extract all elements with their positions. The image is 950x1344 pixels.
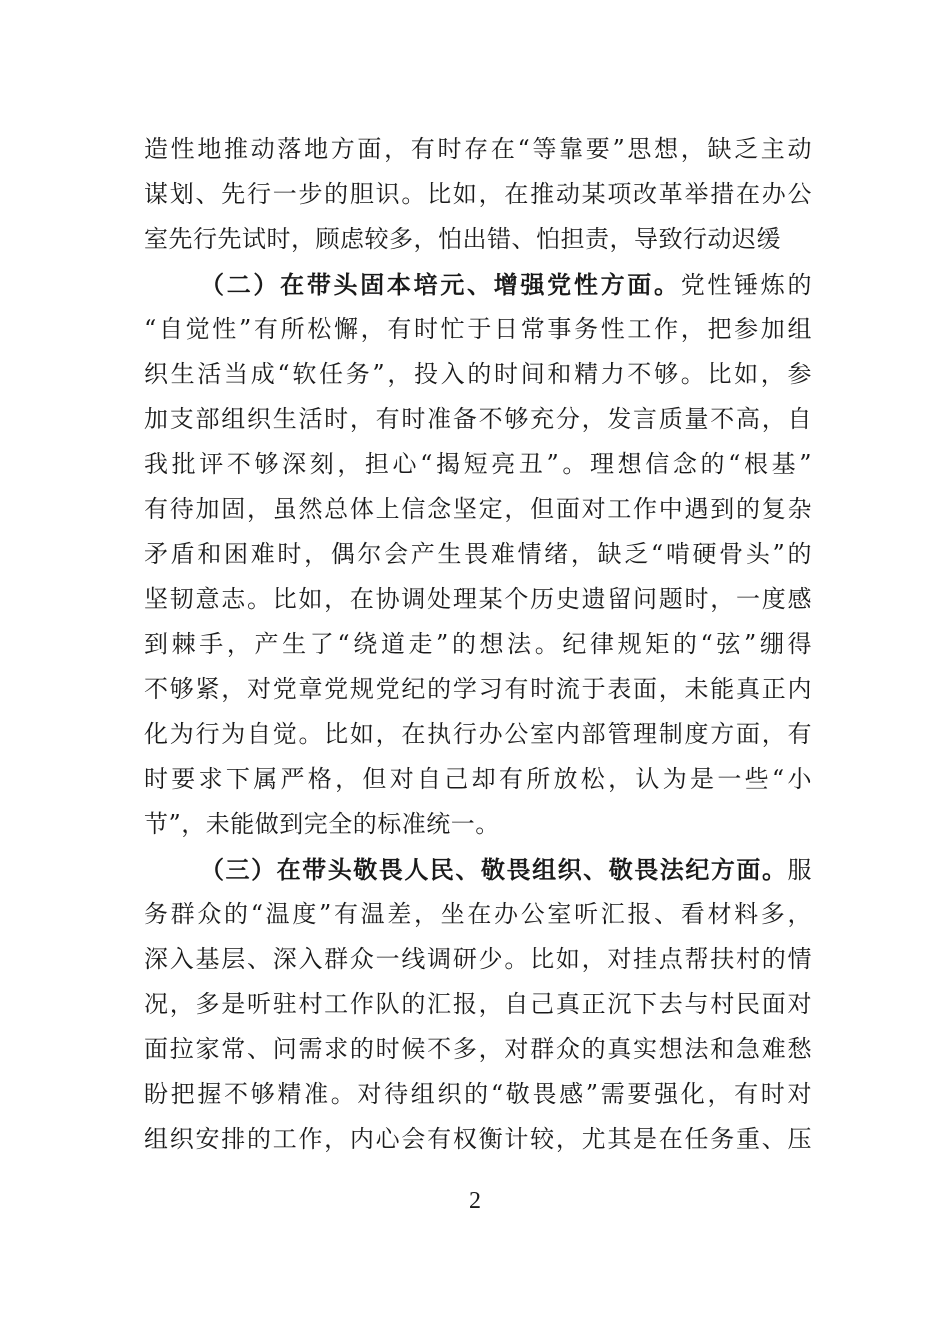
paragraph-section-two (144, 262, 812, 847)
text-line (144, 262, 812, 307)
text-line: “自觉性”有所松懈，有时忙于日常事务性工作，把参加组 (144, 315, 812, 343)
text-line: 加支部组织生活时，有时准备不够充分，发言质量不高，自 (144, 405, 812, 433)
text-line (144, 847, 812, 892)
paragraph-section-three (144, 847, 812, 1162)
text-line: 务群众的“温度”有温差，坐在办公室听汇报、看材料多， (144, 900, 812, 928)
section-heading: （二）在带头固本培元、增强党性方面。 (200, 270, 681, 299)
text-line: 造性地推动落地方面，有时存在“等靠要”思想，缺乏主动 (144, 135, 812, 163)
text-line: 室先行先试时，顾虑较多，怕出错、怕担责，导致行动迟缓 (144, 225, 781, 253)
text-fragment: 党性锤炼的 (680, 271, 813, 299)
text-line: 谋划、先行一步的胆识。比如，在推动某项改革举措在办公 (144, 180, 812, 208)
text-line: 化为行为自觉。比如，在执行办公室内部管理制度方面，有 (144, 720, 812, 748)
document-body (144, 127, 812, 1162)
text-fragment: 服 (787, 856, 812, 884)
text-line: 我批评不够深刻，担心“揭短亮丑”。理想信念的“根基” (144, 450, 812, 478)
text-line: 时要求下属严格，但对自己却有所放松，认为是一些“小 (144, 765, 812, 793)
text-line: 面拉家常、问需求的时候不多，对群众的真实想法和急难愁 (144, 1035, 812, 1063)
page-number: 2 (469, 1188, 481, 1214)
text-line: 有待加固，虽然总体上信念坚定，但面对工作中遇到的复杂 (144, 495, 812, 523)
text-line: 矛盾和困难时，偶尔会产生畏难情绪，缺乏“啃硬骨头”的 (144, 540, 812, 568)
text-line: 织生活当成“软任务”，投入的时间和精力不够。比如，参 (144, 360, 812, 388)
text-line: 组织安排的工作，内心会有权衡计较，尤其是在任务重、压 (144, 1125, 812, 1153)
section-heading: （三）在带头敬畏人民、敬畏组织、敬畏法纪方面。 (200, 855, 788, 884)
paragraph-continuation (144, 127, 812, 262)
text-line: 况，多是听驻村工作队的汇报，自己真正沉下去与村民面对 (144, 990, 812, 1018)
text-line: 深入基层、深入群众一线调研少。比如，对挂点帮扶村的情 (144, 945, 812, 973)
text-line: 不够紧，对党章党规党纪的学习有时流于表面，未能真正内 (144, 675, 812, 703)
text-line: 盼把握不够精准。对待组织的“敬畏感”需要强化，有时对 (144, 1080, 812, 1108)
text-line: 坚韧意志。比如，在协调处理某个历史遗留问题时，一度感 (144, 585, 812, 613)
text-line: 节”，未能做到完全的标准统一。 (144, 810, 500, 838)
text-line: 到棘手，产生了“绕道走”的想法。纪律规矩的“弦”绷得 (144, 630, 812, 658)
